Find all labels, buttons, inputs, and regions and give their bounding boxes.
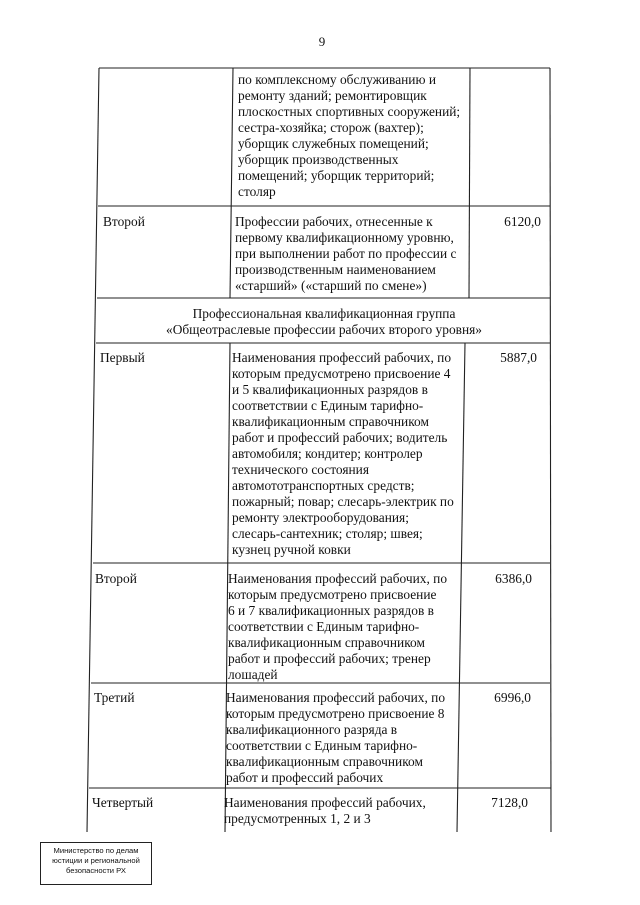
stamp-line: безопасности РХ [66,866,126,875]
level-cell: Второй [103,214,145,229]
ministry-stamp [40,842,152,885]
level-cell: Третий [94,690,135,705]
continuation-cell: по комплексному обслуживанию и ремонту зданий; ремонтировщик плоскостных спортивных сооружений; сестра-хозяйка; сторож (вахтер); уборщик служебных помещений; уборщик производственных помещений; уборщик территорий; столяр [238,72,461,199]
salary-cell: 6996,0 [494,690,531,705]
level-cell: Первый [100,350,145,365]
page-number: 9 [318,34,326,49]
salary-cell: 6120,0 [504,214,541,229]
stamp-line: юстиции и региональной [52,856,140,865]
salary-cell: 5887,0 [500,350,537,365]
salary-cell: 6386,0 [495,571,532,586]
description-cell: Наименования профессий рабочих, предусмотренных 1, 2 и 3 [224,795,426,826]
description-cell: Наименования профессий рабочих, по которым предусмотрено присвоение 4 и 5 квалификационных разрядов в соответствии с Единым тарифно- квалификационным справочником работ и профессий рабочих; водитель автомобиля; кондитер; контролер технического состояния автомототранспортных средств; пожарный; повар; слесарь-электрик по ремонту электрооборудования; слесарь-сантехник; столяр; швея; кузнец ручной ковки [232,350,454,557]
level-cell: Второй [95,571,137,586]
description-cell: Профессии рабочих, отнесенные к первому квалификационному уровню, при выполнении работ по профессии с производственным наименованием «старший» («старший по смене») [235,214,457,293]
stamp-line: Министерство по делам [53,846,139,855]
description-cell: Наименования профессий рабочих, по которым предусмотрено присвоение 8 квалификационного разряда в соответствии с Единым тарифно- квалификационным справочником работ и профессий рабочих [226,690,446,785]
level-cell: Четвертый [92,795,154,810]
description-cell: Наименования профессий рабочих, по которым предусмотрено присвоение 6 и 7 квалификационных разрядов в соответствии с Единым тарифно- квалификационным справочником работ и профессий рабочих; тренер лошадей [228,571,448,682]
group-heading: Профессиональная квалификационная группа «Общеотраслевые профессии рабочих второго уровня» [166,306,482,337]
salary-cell: 7128,0 [491,795,528,810]
